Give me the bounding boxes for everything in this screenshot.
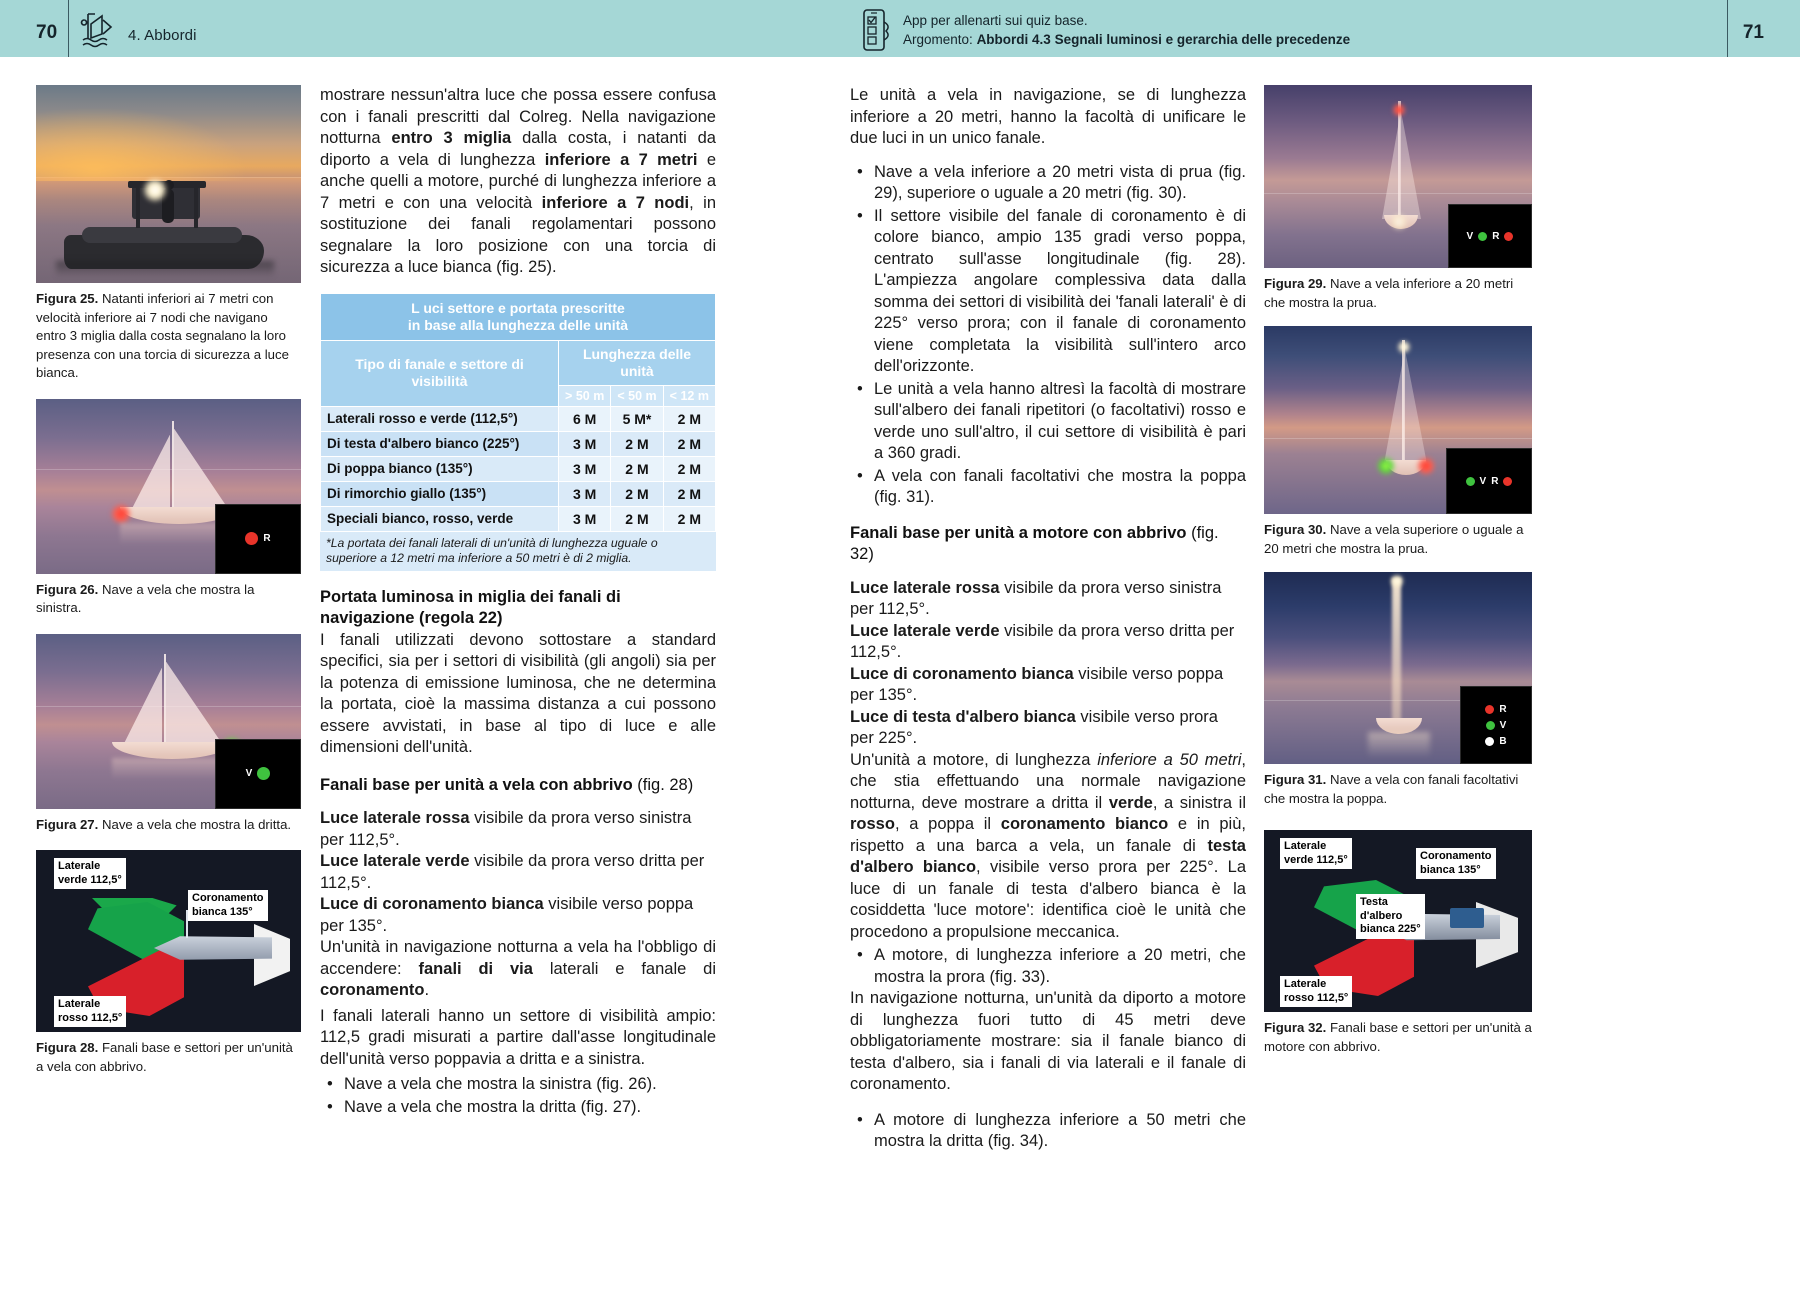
- figure-29-key-row: [1467, 231, 1514, 242]
- header-divider-left: [68, 0, 69, 57]
- chapter-title: 4. Abbordi: [128, 27, 197, 44]
- figure-28-diagram: [36, 850, 301, 1032]
- table-col-header-right: Lunghezza delle unità: [559, 340, 716, 385]
- figure-27-caption-label: Figura 27.: [36, 816, 99, 832]
- green-light-dot: [1486, 721, 1495, 730]
- green-light-dot: [1466, 477, 1475, 486]
- figure-30-caption: [1264, 521, 1532, 558]
- definition-motore-testa-albero-term: Luce di testa d'albero bianca: [850, 707, 1076, 726]
- figure-29-caption-label: Figura 29.: [1264, 276, 1327, 291]
- figure-25-caption-text: Natanti inferiori ai 7 metri con velocità inferiore ai 7 nodi che navigano entro 3 miglia dalla costa segnalano la loro presenza con una torcia di sicurezza a luce bianca.: [36, 291, 289, 380]
- table-row-name: Di testa d'albero bianco (225°): [321, 431, 559, 456]
- list-item: • A motore di lunghezza inferiore a 50 metri che mostra la dritta (fig. 34).: [850, 1110, 1246, 1153]
- column-text-page71: [850, 85, 1246, 1153]
- definition-motore-verde-text: visibile da prora verso dritta per 112,5°.: [850, 621, 1235, 661]
- table-cell: 6 M: [559, 406, 611, 431]
- list-item: • Le unità a vela hanno altresì la facoltà di mostrare sull'albero dei fanali ripetitori (o facoltativi) rosso e verde uno sull'altro, il cui settore di visibilità è pari a 360 gradi.: [850, 379, 1246, 465]
- figure-32-diagram: [1264, 830, 1532, 1012]
- motore-part-a: Un'unità a motore, di lunghezza: [850, 750, 1098, 769]
- page-number-left: 70: [36, 22, 58, 43]
- table-col-header-left: Tipo di fanale e settore di visibilità: [321, 340, 559, 406]
- definition-coronamento: [320, 894, 716, 937]
- intro-part-a: mostrare nessun'altra luce che possa essere confusa con i fanali prescritti dal Colreg.: [320, 86, 716, 126]
- column-figures-left: [36, 85, 301, 1076]
- paragraph-intro: [320, 85, 716, 279]
- intro-part-e: , in sostituzione dei fanali regolamentari possono segnalare la loro posizione con una torcia di sicurezza a luce bianca (fig. 25).: [320, 193, 716, 276]
- table-subhead-row: [321, 340, 716, 385]
- figure-31-caption: [1264, 771, 1532, 808]
- table-head: [321, 293, 716, 406]
- table-cell: 5 M*: [611, 406, 663, 431]
- white-light-dot: [1485, 737, 1494, 746]
- app-topic-value: Abbordi 4.3 Segnali luminosi e gerarchia delle precedenze: [976, 32, 1351, 47]
- motore-italic: inferiore a 50 metri: [1097, 750, 1242, 769]
- obbligo-bold-1: fanali di via: [418, 959, 533, 978]
- list-item: • Nave a vela inferiore a 20 metri vista di prua (fig. 29), superiore o uguale a 20 metri (fig. 30).: [850, 162, 1246, 205]
- definition-luce-verde-text: visibile da prora verso dritta per 112,5°.: [320, 852, 705, 892]
- page-header: [0, 0, 1800, 57]
- heading-fanali-motore-ref: (fig. 32): [850, 523, 1219, 563]
- definition-luce-verde: [320, 851, 716, 894]
- definition-motore-rossa-text: visibile da prora verso sinistra per 112,5°.: [850, 578, 1222, 618]
- figure-26-caption: [36, 581, 301, 618]
- column-text-page70: [320, 85, 716, 1118]
- table-body: [321, 406, 716, 531]
- definition-luce-rossa: [320, 808, 716, 851]
- figure-27-light-key: [215, 739, 301, 809]
- motore-part-c: , a sinistra il: [1152, 793, 1247, 812]
- lights-range-table: [320, 293, 716, 532]
- header-divider-right: [1727, 0, 1728, 57]
- green-light-dot: [257, 767, 270, 780]
- table-cell: 2 M: [611, 481, 663, 506]
- figure-28-caption: [36, 1039, 301, 1076]
- table-row-name: Di rimorchio giallo (135°): [321, 481, 559, 506]
- figure-30-key-label-r: R: [1491, 475, 1499, 487]
- table-length-col-3: < 12 m: [663, 385, 715, 406]
- figure-31-key-row-r: [1485, 704, 1506, 715]
- app-tagline: App per allenarti sui quiz base.: [903, 13, 1088, 28]
- figure-27-image: [36, 634, 301, 809]
- motore-part-e: e in più, rispetto a una barca a vela, un fanale di: [850, 815, 1246, 855]
- figure-26-key-label: R: [263, 533, 271, 544]
- smartphone-quiz-icon: [855, 8, 895, 57]
- table-cell: 3 M: [559, 481, 611, 506]
- list-item: • A vela con fanali facoltativi che mostra la poppa (fig. 31).: [850, 466, 1246, 509]
- table-length-col-1: > 50 m: [559, 385, 611, 406]
- intro-bold-2: inferiore a 7 metri: [544, 150, 698, 169]
- figure-31-key-label-v: V: [1499, 719, 1507, 731]
- table-row: [321, 406, 716, 431]
- figure-31-key-row-v: [1486, 720, 1507, 731]
- motore-part-f: , visibile verso prora per 225°. La luce di un fanale di testa d'albero bianca è la cosiddetta 'luce motore': identifica cioè le unità che procedono a propulsione meccanica.: [850, 858, 1246, 941]
- figure-25-caption-label: Figura 25.: [36, 291, 99, 306]
- paragraph-portata: I fanali utilizzati devono sottostare a standard specifici, sia per i settori di visibilità (gli angoli) sia per la potenza di emissione luminosa, che ne determina la portata, cioè la massima distanza a cui possono essere avvistati, in base al tipo di luce e alle dimensioni dell'unità.: [320, 630, 716, 756]
- table-row: [321, 456, 716, 481]
- definition-motore-verde: [850, 621, 1246, 664]
- table-cell: 2 M: [663, 431, 715, 456]
- figure-31-image: [1264, 572, 1532, 764]
- motore-part-b: , che stia effettuando una normale navigazione notturna, deve mostrare a dritta il: [850, 750, 1247, 812]
- figure-28-label-white: Coronamento bianca 135°: [188, 890, 268, 921]
- definition-motore-coronamento-term: Luce di coronamento bianca: [850, 664, 1074, 683]
- figure-31-key-label-b: B: [1499, 735, 1507, 747]
- red-light-dot: [1485, 705, 1494, 714]
- intro-bold-1: entro 3 miglia: [391, 129, 512, 147]
- table-row: [321, 506, 716, 531]
- definition-luce-verde-term: Luce laterale verde: [320, 852, 470, 870]
- figure-29-caption-text: Nave a vela inferiore a 20 metri che mostra la prua.: [1264, 276, 1514, 310]
- table-row-name: Speciali bianco, rosso, verde: [321, 506, 559, 531]
- heading-fanali-vela: [320, 775, 716, 797]
- table-row-name: Laterali rosso e verde (112,5°): [321, 406, 559, 431]
- figure-26-caption-text: Nave a vela che mostra la sinistra.: [36, 581, 255, 615]
- motore-bold-3: coronamento bianco: [1000, 815, 1169, 833]
- table-length-col-2: < 50 m: [611, 385, 663, 406]
- paragraph-obbligo: [320, 937, 716, 1002]
- table-cell: 2 M: [611, 506, 663, 531]
- figure-28-label-red: Laterale rosso 112,5°: [54, 996, 126, 1027]
- figure-32-caption-label: Figura 32.: [1264, 1020, 1327, 1035]
- definition-luce-rossa-term: Luce laterale rossa: [320, 809, 470, 827]
- table-row-name: Di poppa bianco (135°): [321, 456, 559, 481]
- red-light-dot: [1503, 477, 1512, 486]
- bullet-list-motore-2: [850, 1110, 1246, 1153]
- figure-26-light-key: [215, 504, 301, 574]
- obbligo-part-a: Un'unità in navigazione notturna a vela ha l'obbligo di accendere:: [320, 938, 716, 978]
- definition-motore-rossa: [850, 578, 1246, 621]
- table-row: [321, 431, 716, 456]
- figure-28-label-green: Laterale verde 112,5°: [54, 858, 126, 889]
- figure-30-caption-label: Figura 30.: [1264, 522, 1327, 537]
- app-topic: [903, 32, 1350, 47]
- definition-coronamento-term: Luce di coronamento bianca: [320, 895, 544, 913]
- table-title-row: [321, 293, 716, 340]
- figure-32-caption-text: Fanali base e settori per un'unità a motore con abbrivo.: [1264, 1020, 1532, 1054]
- figure-30-image: [1264, 326, 1532, 514]
- figure-30-light-key: [1446, 448, 1532, 514]
- figure-32-label-mast: Testa d'albero bianca 225°: [1356, 894, 1425, 939]
- obbligo-part-b: laterali e fanale di: [532, 959, 716, 978]
- intro-part-d: e anche quelli a motore, purché di lunghezza inferiore a 7 metri e con una velocità: [320, 150, 716, 212]
- intro-part-b: Nella navigazione notturna: [320, 107, 716, 147]
- table-cell: 3 M: [559, 431, 611, 456]
- table-cell: 2 M: [663, 506, 715, 531]
- figure-27-caption: [36, 816, 301, 835]
- paragraph-unita-vela: Le unità a vela in navigazione, se di lunghezza inferiore a 20 metri, hanno la facoltà di unificare le due luci in un unico fanale.: [850, 86, 1246, 147]
- figure-27-caption-text: Nave a vela che mostra la dritta.: [98, 816, 292, 832]
- definition-motore-rossa-term: Luce laterale rossa: [850, 578, 1000, 597]
- bullet-list-motore-1: [850, 945, 1246, 988]
- list-item: • Nave a vela che mostra la dritta (fig. 27).: [320, 1097, 716, 1119]
- definition-motore-testa-albero-text: visibile verso prora per 225°.: [850, 707, 1218, 747]
- motore-bold-1: verde: [1108, 793, 1153, 812]
- table-cell: 2 M: [663, 456, 715, 481]
- figure-27-key-row: [246, 767, 271, 780]
- table-cell: 2 M: [663, 481, 715, 506]
- boat-icon: [78, 10, 120, 55]
- figure-32-label-red: Laterale rosso 112,5°: [1280, 976, 1352, 1007]
- paragraph-settore: I fanali laterali hanno un settore di visibilità ampio: 112,5 gradi misurati a partire dall'asse longitudinale dell'unità verso poppavia a dritta e a sinistra.: [320, 1006, 716, 1068]
- figure-26-image: [36, 399, 301, 574]
- green-light-dot: [1478, 232, 1487, 241]
- figure-28-caption-text: Fanali base e settori per un'unità a vela con abbrivo.: [36, 1040, 293, 1074]
- figure-29-key-label-v: V: [1466, 230, 1474, 242]
- bullet-list-vela-dettagli: [850, 162, 1246, 509]
- red-light-dot: [245, 532, 258, 545]
- motore-bold-2: rosso: [850, 815, 895, 833]
- obbligo-part-c: .: [424, 981, 430, 999]
- motore-part-d: , a poppa il: [894, 815, 1001, 833]
- figure-26-caption-label: Figura 26.: [36, 581, 99, 597]
- table-title-line1: L uci settore e portata prescritte: [411, 299, 625, 316]
- figure-25-image: [36, 85, 301, 283]
- intro-bold-3: inferiore a 7 nodi: [541, 193, 690, 212]
- figure-27-key-label: V: [245, 768, 253, 779]
- figure-31-light-key: [1460, 686, 1532, 764]
- definition-motore-coronamento-text: visibile verso poppa per 135°.: [850, 664, 1224, 704]
- figure-32-label-white: Coronamento bianca 135°: [1416, 848, 1496, 879]
- figure-30-caption-text: Nave a vela superiore o uguale a 20 metri che mostra la prua.: [1264, 522, 1524, 556]
- figure-32-caption: [1264, 1019, 1532, 1056]
- definition-motore-verde-term: Luce laterale verde: [850, 621, 1000, 640]
- paragraph-unita-motore: [850, 750, 1246, 944]
- list-item: • A motore, di lunghezza inferiore a 20 metri, che mostra la prora (fig. 33).: [850, 945, 1246, 988]
- figure-29-light-key: [1448, 204, 1532, 268]
- figure-26-key-row: [245, 532, 270, 545]
- heading-portata-luminosa: Portata luminosa in miglia dei fanali di navigazione (regola 22): [320, 587, 621, 627]
- table-title-line2: in base alla lunghezza delle unità: [407, 316, 629, 333]
- table-cell: 3 M: [559, 456, 611, 481]
- page-number-right: 71: [1742, 22, 1764, 43]
- figure-30-key-row: [1466, 476, 1513, 487]
- list-item: • Il settore visibile del fanale di coronamento è di colore bianco, ampio 135 gradi verso poppa, centrato sull'asse longitudinale (fig. 28). L'ampiezza angolare complessiva data dalla somma dei settori di visibilità dei 'fanali laterali' è di 225° verso prora; con il fanale di coronamento viene completata la visibilità sull'intero arco dell'orizzonte.: [850, 206, 1246, 378]
- figure-29-key-label-r: R: [1492, 230, 1500, 242]
- table-row: [321, 481, 716, 506]
- bullet-list-vela: [320, 1074, 716, 1118]
- page-gutter: [775, 57, 776, 1299]
- red-light-dot: [1504, 232, 1513, 241]
- table-footnote: *La portata dei fanali laterali di un'unità di lunghezza uguale o superiore a 12 metri ma inferiore a 50 metri è di 2 miglia.: [320, 532, 716, 571]
- figure-25-caption: [36, 290, 301, 383]
- definition-luce-rossa-text: visibile da prora verso sinistra per 112,5°.: [320, 809, 692, 849]
- table-title: [321, 293, 716, 340]
- figure-31-caption-text: Nave a vela con fanali facoltativi che mostra la poppa.: [1264, 772, 1519, 806]
- heading-fanali-vela-text: Fanali base per unità a vela con abbrivo: [320, 775, 633, 794]
- table-cell: 3 M: [559, 506, 611, 531]
- heading-fanali-motore: [850, 523, 1246, 566]
- column-figures-right: [1264, 85, 1532, 1056]
- intro-part-c: dalla costa, i natanti da diporto a vela di lunghezza: [320, 129, 716, 169]
- figure-31-key-row-b: [1485, 736, 1506, 747]
- figure-29-caption: [1264, 275, 1532, 312]
- table-cell: 2 M: [611, 431, 663, 456]
- figure-28-caption-label: Figura 28.: [36, 1040, 99, 1055]
- heading-fanali-motore-text: Fanali base per unità a motore con abbrivo: [850, 523, 1187, 542]
- table-cell: 2 M: [663, 406, 715, 431]
- figure-32-label-green: Laterale verde 112,5°: [1280, 838, 1352, 869]
- paragraph-navigazione-notturna: In navigazione notturna, un'unità da diporto a motore di lunghezza fuori tutto di 45 metri deve obbligatoriamente mostrare: sia il fanale bianco di testa d'albero, sia i fanali di via laterali e il fanale di coronamento.: [850, 989, 1246, 1093]
- figure-29-image: [1264, 85, 1532, 268]
- figure-31-key-label-r: R: [1499, 703, 1507, 715]
- table-cell: 2 M: [611, 456, 663, 481]
- definition-coronamento-text: visibile verso poppa per 135°.: [320, 895, 694, 935]
- list-item: • Nave a vela che mostra la sinistra (fig. 26).: [320, 1074, 716, 1096]
- definition-motore-coronamento: [850, 664, 1246, 707]
- motore-bold-4: testa d'albero bianco: [850, 836, 1246, 876]
- definition-motore-testa-albero: [850, 707, 1246, 750]
- figure-30-key-label-v: V: [1479, 475, 1487, 487]
- obbligo-bold-2: coronamento: [320, 981, 425, 999]
- figure-31-caption-label: Figura 31.: [1264, 772, 1327, 787]
- heading-fanali-vela-ref: (fig. 28): [632, 775, 694, 794]
- app-topic-prefix: Argomento:: [903, 32, 973, 47]
